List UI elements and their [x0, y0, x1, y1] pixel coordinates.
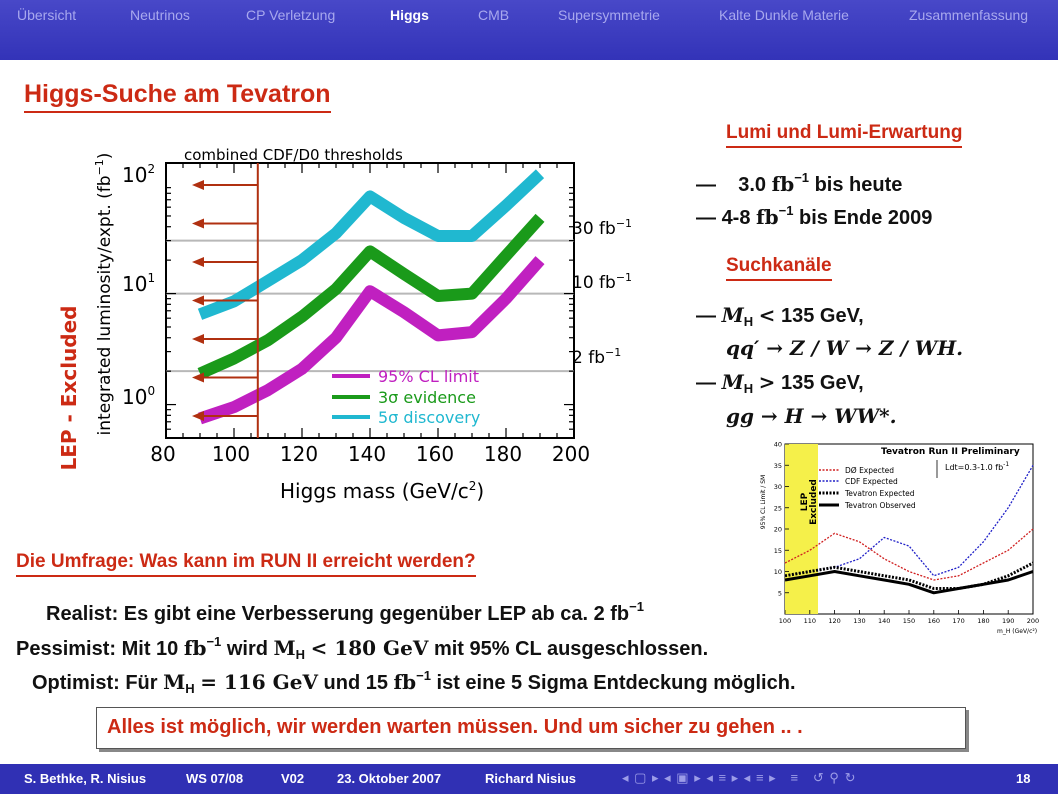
- small-y-axis-title: 95% CL Limit / SM: [760, 474, 767, 530]
- ref-line-label-2: 2 $fb^{-1}$: [572, 346, 622, 368]
- nav-item-zusammenfassung[interactable]: Zusammenfassung: [909, 7, 1029, 23]
- small-x-tick-label: 180: [977, 617, 990, 625]
- lep-arrow-head: [192, 334, 204, 344]
- survey-optimist: Optimist: Für $M_H = 116$ GeV und 15 $fb^{-1}$ ist eine 5 Sigma Entdeckung möglich.: [32, 668, 796, 696]
- small-x-axis-title: m_H (GeV/c²): [997, 628, 1038, 635]
- channel-2-process: [726, 404, 897, 429]
- y-tick-label: $10^1$: [122, 271, 156, 296]
- lep-arrow-head: [192, 373, 204, 383]
- small-lep-label-1: LEP: [800, 492, 810, 512]
- footer-bar: [0, 764, 1058, 794]
- x-tick-label: 100: [211, 442, 251, 466]
- small-y-tick-label: 5: [777, 589, 782, 598]
- x-tick-label: 140: [347, 442, 387, 466]
- footer-page-number: 18: [1016, 771, 1031, 786]
- beamer-navigation-icons[interactable]: ◂ ▢ ▸ ◂ ▣ ▸ ◂ ≡ ▸ ◂ ≡ ▸ ≡ ↺ ⚲ ↻: [622, 770, 857, 785]
- small-x-tick-label: 170: [952, 617, 965, 625]
- survey-realist: [46, 599, 644, 626]
- lumi-line-2: — 4-8 $fb^{-1}$ bis Ende 2009: [696, 203, 933, 229]
- small-y-tick-label: 35: [773, 461, 782, 470]
- channel-2-process-text: gg → H → WW*.: [726, 404, 897, 428]
- small-x-tick-label: 120: [828, 617, 841, 625]
- main-chart: [40, 138, 650, 518]
- lumi-1-value: 3.0: [738, 174, 767, 196]
- survey-heading: Die Umfrage: Was kann im RUN II erreicht werden?: [16, 551, 476, 577]
- main-y-axis-title: integrated luminosity/expt. $(fb^{-1})$: [93, 152, 115, 436]
- lumi-2-text: bis Ende 2009: [799, 207, 933, 229]
- optimist-text-c: ist eine 5 Sigma Entdeckung möglich.: [436, 672, 796, 694]
- y-tick-label: $10^0$: [122, 384, 156, 409]
- x-tick-label: 180: [483, 442, 523, 466]
- conclusion-callout: [96, 707, 966, 749]
- lep-arrow-head: [192, 411, 204, 421]
- small-x-tick-label: 140: [877, 617, 891, 625]
- pessimist-text-b: wird: [226, 638, 268, 660]
- main-chart-top-label: combined CDF/D0 thresholds: [184, 146, 403, 164]
- lumi-heading: Lumi und Lumi-Erwartung: [726, 122, 962, 148]
- nav-item-uebersicht[interactable]: Übersicht: [17, 7, 77, 23]
- lumi-1-exp: −1: [794, 170, 810, 185]
- footer-semester: WS 07/08: [186, 771, 244, 786]
- footer-date: 23. Oktober 2007: [337, 771, 442, 786]
- small-legend-tev-obs: Tevatron Observed: [845, 501, 916, 510]
- main-x-axis-title: Higgs mass $(GeV/c^2)$: [280, 479, 485, 503]
- lumi-1-unit: fb: [771, 172, 795, 196]
- legend-label-limit: 95% CL limit: [378, 367, 480, 386]
- small-y-tick-label: 25: [773, 504, 782, 513]
- main-curves: [200, 174, 540, 419]
- top-navigation-bar: [0, 0, 1058, 60]
- small-legend-d0: DØ Expected: [845, 466, 895, 475]
- x-tick-label: 200: [551, 442, 591, 466]
- nav-item-neutrinos[interactable]: Neutrinos: [130, 7, 190, 23]
- small-legend-cdf: CDF Expected: [845, 477, 898, 486]
- lep-arrow-head: [192, 219, 204, 229]
- channel-2-mass: 135 GeV,: [780, 372, 864, 394]
- lep-arrow-head: [192, 180, 204, 190]
- ref-line-label-30: 30 $fb^{-1}$: [572, 217, 633, 239]
- lumi-line-1: — 3.0 $fb^{-1}$ bis heute: [696, 170, 903, 196]
- small-x-tick-label: 130: [853, 617, 866, 625]
- optimist-text-a: Optimist: Für: [32, 672, 158, 694]
- footer-speaker: Richard Nisius: [485, 771, 577, 786]
- small-x-tick-label: 200: [1026, 617, 1040, 625]
- lumi-1-text: bis heute: [814, 174, 903, 196]
- small-chart-title: Tevatron Run II Preliminary: [881, 447, 1020, 457]
- x-tick-label: 160: [415, 442, 455, 466]
- small-x-tick-label: 110: [803, 617, 817, 625]
- realist-exp: −1: [629, 599, 644, 614]
- pessimist-text-c: mit 95% CL ausgeschlossen.: [433, 638, 709, 660]
- ref-line-label-10: 10 $fb^{-1}$: [572, 271, 633, 293]
- channel-1-process-text: qq′ → Z / W → Z / WH.: [726, 336, 964, 360]
- realist-text: Realist: Es gibt eine Verbesserung gegenüber LEP ab ca. 2 fb: [46, 603, 630, 625]
- slide-title: Higgs-Suche am Tevatron: [24, 80, 331, 113]
- small-x-tick-label: 190: [1001, 617, 1015, 625]
- channel-1-mass: 135 GeV,: [780, 305, 864, 327]
- optimist-text-b: und 15: [323, 672, 388, 694]
- legend-label-evidence: 3σ evidence: [378, 388, 476, 407]
- lumi-2-unit: fb: [756, 205, 779, 229]
- pessimist-text-a: Pessimist: Mit 10: [16, 638, 179, 660]
- lumi-2-exp: −1: [778, 203, 794, 218]
- channel-1-process: [726, 336, 963, 361]
- callout-text: Alles ist möglich, wir werden warten müssen. Und um sicher zu gehen .. .: [107, 716, 803, 738]
- survey-pessimist: Pessimist: Mit 10 $fb^{-1}$ wird $M_H < 180$ GeV mit 95% CL ausgeschlossen.: [16, 634, 709, 662]
- nav-item-supersymmetrie[interactable]: Supersymmetrie: [558, 7, 660, 23]
- channel-2-condition: — $M_H > 135$ GeV,: [696, 370, 864, 396]
- lep-arrow-head: [192, 296, 204, 306]
- nav-item-cp-verletzung[interactable]: CP Verletzung: [246, 7, 336, 23]
- lumi-2-value: 4-8: [721, 207, 751, 229]
- nav-item-higgs[interactable]: Higgs: [390, 7, 429, 23]
- small-x-tick-label: 150: [902, 617, 916, 625]
- lep-excluded-band: [785, 444, 818, 614]
- channel-1-condition: — $M_H < 135$ GeV,: [696, 303, 864, 329]
- nav-item-cmb[interactable]: CMB: [478, 7, 510, 23]
- optimist-math: = 116 GeV: [200, 670, 318, 694]
- main-legend: [332, 367, 480, 427]
- x-tick-label: 120: [279, 442, 319, 466]
- x-tick-label: 80: [150, 442, 176, 466]
- small-x-tick-label: 100: [778, 617, 792, 625]
- small-legend-tev-exp: Tevatron Expected: [845, 489, 915, 498]
- small-lep-label-2: Excluded: [809, 479, 819, 525]
- small-y-tick-label: 20: [773, 525, 782, 534]
- pessimist-math: < 180 GeV: [310, 636, 429, 660]
- suchkanaele-heading: Suchkanäle: [726, 255, 832, 281]
- small-x-tick-label: 160: [927, 617, 941, 625]
- y-tick-label: $10^2$: [122, 162, 156, 187]
- lep-arrow-head: [192, 257, 204, 267]
- nav-item-kalte-dunkle-materie[interactable]: Kalte Dunkle Materie: [719, 7, 849, 23]
- footer-version: V02: [281, 771, 305, 786]
- small-lumi-note: Ldt=0.3-1.0 $fb^{-1}$: [945, 461, 1010, 472]
- small-y-tick-label: 30: [773, 483, 782, 491]
- small-y-tick-label: 40: [773, 442, 782, 449]
- lep-excluded-label: LEP - Excluded: [57, 305, 81, 471]
- small-y-tick-label: 10: [773, 568, 782, 576]
- tevatron-limit-chart: [757, 442, 1047, 638]
- small-y-tick-label: 15: [773, 546, 782, 555]
- footer-authors: S. Bethke, R. Nisius: [24, 771, 147, 786]
- legend-label-discovery: 5σ discovery: [378, 408, 481, 427]
